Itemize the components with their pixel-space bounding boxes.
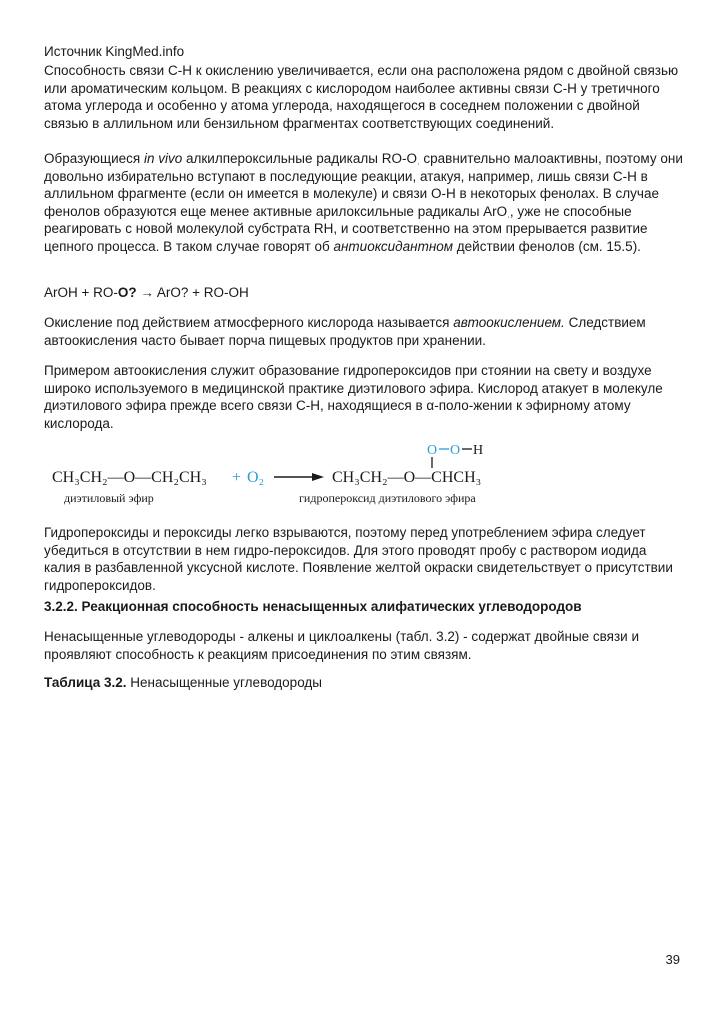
equation-line: [44, 284, 684, 302]
paragraph-ch-oxidation: Способность связи С-Н к окислению увеличивается, если она расположена рядом с двойной связью или ароматическим кольцом. В реакциях с кислородом наиболее активны связи С-Н у третичного атома углерода и особенно у атома углерода, находящегося в соседнем положении с двойной связью в аллильном или бензильном фрагментах соответствующих соединений.: [44, 63, 679, 131]
reactant-label: диэтиловый эфир: [64, 491, 154, 505]
eq-left: ArOH + RO-: [44, 285, 118, 300]
radical-dot: ·: [507, 212, 510, 222]
section-heading-3-2-2: 3.2.2. Реакционная способность ненасыщенных алифатических углеводородов: [44, 599, 582, 614]
p2-part2: алкилпероксильные радикалы RO-O: [182, 151, 417, 166]
page-number: 39: [665, 952, 680, 967]
p2-part1: Образующиеся: [44, 151, 144, 166]
reaction-arrow-head: [312, 473, 324, 481]
paragraph-diethyl-ether: Примером автоокисления служит образование гидропероксидов при стоянии на свету и воздухе широко используемого в медицинской практике диэтилового эфира. Кислород атакует в молекуле диэтилового эфира прежде всего связи С-Н, находящиеся в α-поло-жении к эфирному атому кислорода.: [44, 363, 663, 431]
table-caption: [44, 674, 684, 692]
p3-part2: Следствием автоокисления часто бывает порча пищевых продуктов при хранении.: [44, 315, 646, 348]
peroxide-oxygen-1: O: [427, 443, 438, 458]
plus-sign: +: [232, 469, 242, 486]
autooxidation-term: автоокислением.: [453, 315, 565, 330]
p2-part3: сравнительно малоактивны, поэтому они довольно избирательно вступают в последующие реакции, атакуя, например, лишь связи С-Н в аллильном фрагменте (если он имеется в молекуле) и связи О-Н в некоторых фенолах. В случае фенолов образуются еще менее активные арилоксильные радикалы ArO: [44, 151, 683, 219]
in-vivo-term: in vivo: [143, 151, 183, 166]
table-caption-label: Таблица 3.2.: [44, 675, 127, 690]
eq-bold: O?: [117, 285, 137, 300]
radical-dot: ·: [416, 159, 420, 169]
p3-part1: Окисление под действием атмосферного кислорода называется: [44, 315, 454, 330]
antioxidant-term: антиоксидантном: [333, 238, 454, 254]
paragraph-hydroperoxides: Гидропероксиды и пероксиды легко взрываются, поэтому перед употреблением эфира следует убедиться в отсутствии в нем гидро-пероксидов. Для этого проводят пробу с раствором иодида калия в разбавленной уксусной кислоте. Появление желтой окраски свидетельствует о присутствии гидропероксидов.: [44, 525, 673, 593]
hydroperoxide-hydrogen: H: [473, 443, 484, 458]
p2-part5: действии фенолов (см. 15.5).: [453, 238, 641, 254]
p2-part4: , уже не способные реагировать с новой молекулой субстрата RH, и соответственно на этом прерывается развитие цепного процесса. В таком случае говорят об: [44, 203, 648, 254]
product-label: гидропероксид диэтилового эфира: [299, 491, 476, 505]
reaction-scheme: [44, 440, 544, 510]
eq-right: → ArO? + RO-OH: [136, 285, 249, 300]
product-formula: CH₃CH₂—O—CHCH₃: [332, 469, 482, 486]
paragraph-peroxyl-radicals: [44, 150, 684, 256]
oxygen-molecule: O₂: [247, 469, 265, 486]
table-caption-text: Ненасыщенные углеводороды: [126, 675, 322, 690]
reactant-formula: CH₃CH₂—O—CH₂CH₃: [52, 469, 207, 486]
source-header: Источник KingMed.info: [44, 44, 185, 59]
peroxide-oxygen-2: O: [450, 443, 461, 458]
paragraph-unsaturated: Ненасыщенные углеводороды - алкены и циклоалкены (табл. 3.2) - содержат двойные связи и проявляют способность к реакциям присоединения по этим связям.: [44, 629, 640, 662]
paragraph-autooxidation: [44, 314, 684, 349]
